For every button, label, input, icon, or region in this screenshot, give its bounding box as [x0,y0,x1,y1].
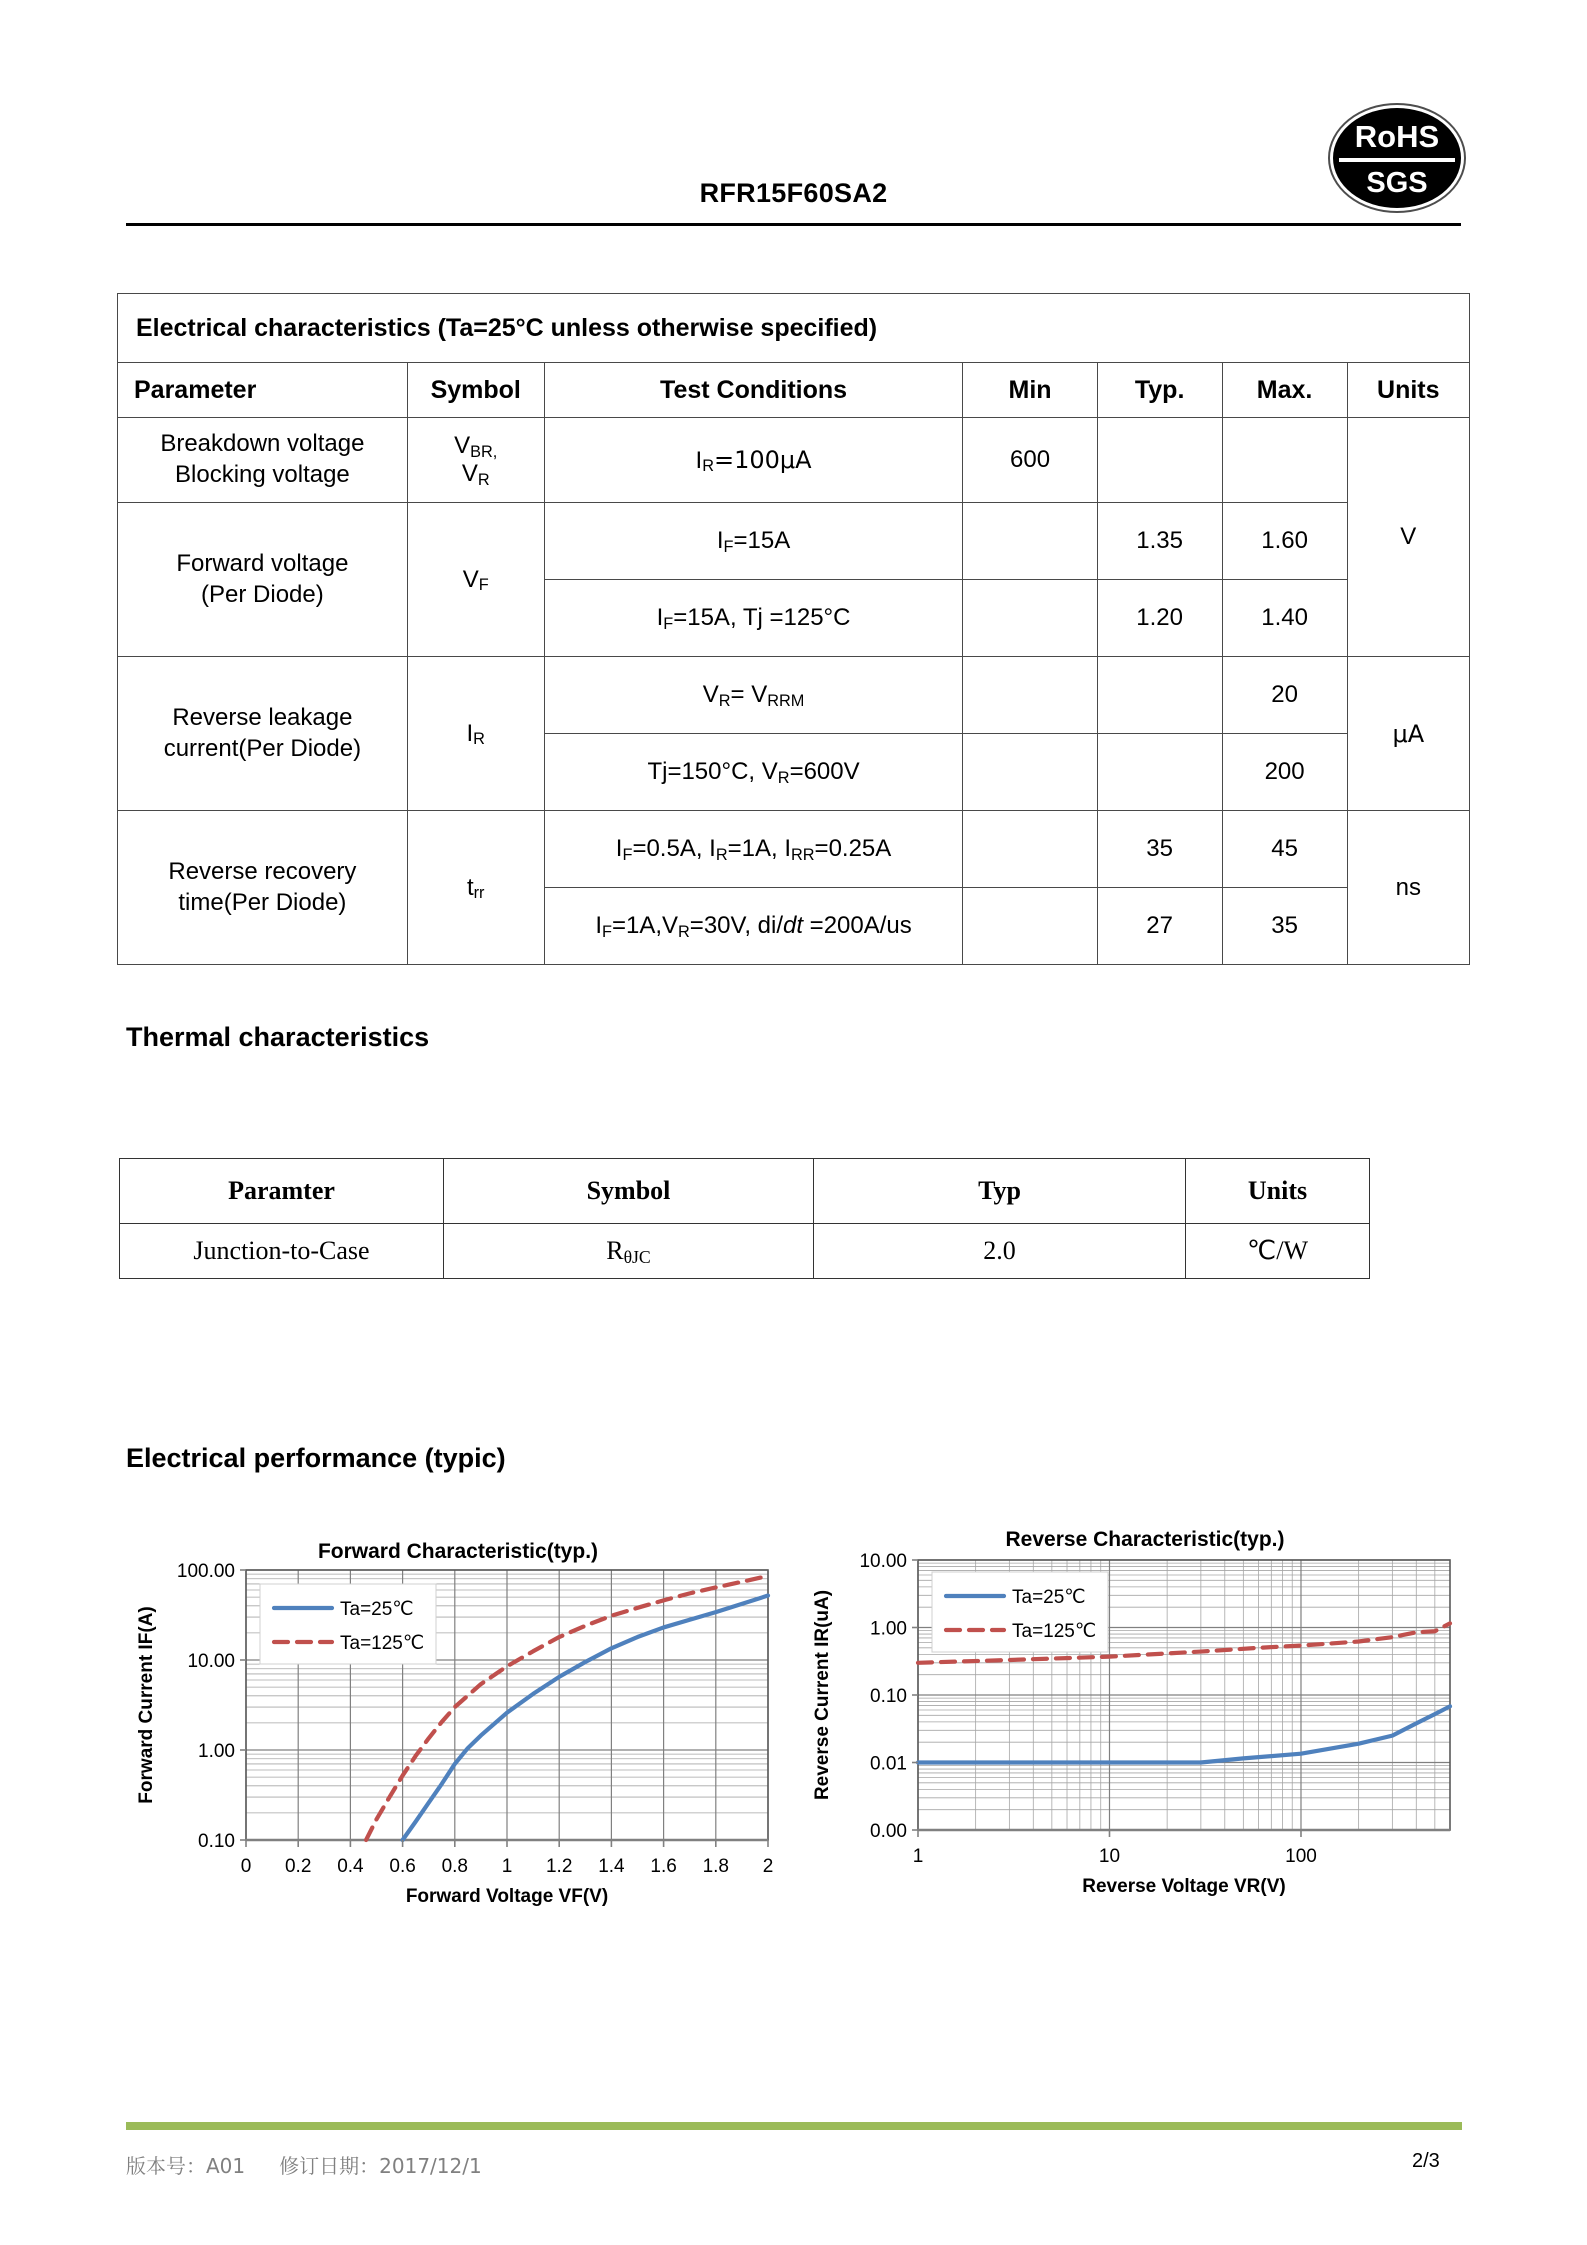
footer-meta [126,2150,482,2179]
table-header-row [120,1159,1370,1224]
col-units: Units [1347,363,1469,418]
thermal-characteristics-table [119,1158,1369,1279]
svg-text:1.8: 1.8 [702,1856,730,1877]
svg-text:Reverse Current IR(uA): Reverse Current IR(uA) [812,1589,833,1801]
param-junction-to-case: Junction-to-Case [120,1224,444,1279]
svg-text:0.4: 0.4 [337,1856,364,1877]
cond-vr-vrrm: $V_R= V_{RRM}$ [544,657,963,734]
svg-text:1: 1 [501,1856,513,1877]
svg-text:1.00: 1.00 [870,1618,907,1640]
param-line-1: Forward voltage [176,549,349,577]
value-max [1222,418,1347,503]
symbol-vbr-vr [407,418,544,503]
table-row [118,503,1470,580]
logo-divider [1339,158,1455,162]
value-min [963,888,1097,965]
value-min [963,580,1097,657]
chart-title: Reverse Characteristic(typ.) [1005,1528,1285,1551]
table-caption: Electrical characteristics (Ta=25°C unless otherwise specified) [118,294,1470,363]
forward-characteristic-chart [118,1528,798,1958]
units-degc-per-w: ℃/W [1186,1224,1370,1279]
units-volts: V [1347,418,1469,657]
param-line-2: (Per Diode) [201,580,324,608]
svg-text:0.10: 0.10 [198,1831,235,1852]
col-min: Min [963,363,1097,418]
footer-revision-date: 修订日期：2017/12/1 [279,2154,482,2178]
rohs-label: RoHS [1354,119,1440,154]
units-microamps: μA [1347,657,1469,811]
table-row [120,1224,1370,1279]
svg-text:100: 100 [1285,1846,1317,1867]
col-max: Max. [1222,363,1347,418]
symbol-rthjc: $R_{\theta JC}$ [444,1224,814,1279]
page-header [0,0,1587,240]
value-max: 1.60 [1222,503,1347,580]
value-max: 1.40 [1222,580,1347,657]
col-symbol: Symbol [444,1159,814,1224]
table-row [118,811,1470,888]
part-number-title: RFR15F60SA2 [699,178,888,208]
col-paramter: Paramter [120,1159,444,1224]
forward-chart-plot [118,1528,798,1958]
value-typ: 35 [1097,811,1222,888]
svg-text:0.10: 0.10 [870,1686,907,1707]
value-typ: 1.20 [1097,580,1222,657]
cond-if-15a: $I_F=15A$ [544,503,963,580]
svg-text:10: 10 [1098,1846,1121,1867]
svg-text:100.00: 100.00 [176,1561,235,1582]
col-typ: Typ [814,1159,1186,1224]
svg-text:0: 0 [240,1856,252,1877]
param-forward-voltage [118,503,408,657]
svg-text:0.00: 0.00 [870,1821,907,1842]
param-line-2: current(Per Diode) [163,734,362,762]
svg-text:Ta=25℃: Ta=25℃ [340,1599,414,1620]
page-number: 2/3 [1412,2150,1440,2172]
footer-accent-bar [126,2122,1462,2130]
units-nanoseconds: ns [1347,811,1469,965]
svg-text:Forward Current IF(A): Forward Current IF(A) [136,1606,157,1804]
param-line-1: Reverse leakage [172,703,353,731]
sgs-label: SGS [1366,167,1428,199]
value-typ [1097,657,1222,734]
value-min: 600 [963,418,1097,503]
svg-text:0.8: 0.8 [441,1856,469,1877]
param-line-1: Breakdown voltage [160,430,365,458]
thermal-characteristics-heading: Thermal characteristics [126,1022,430,1052]
param-line-2: Blocking voltage [175,461,350,488]
value-max: 35 [1222,888,1347,965]
symbol-vf: $V_F$ [407,503,544,657]
table-header-row [118,363,1470,418]
value-typ [1097,418,1222,503]
footer-version: 版本号：A01 [126,2154,246,2178]
svg-text:1.00: 1.00 [198,1741,235,1762]
symbol-trr: $t_{rr}$ [407,811,544,965]
value-min [963,657,1097,734]
param-line-1: Reverse recovery [168,857,357,885]
cond-ir-100ua: $I_R=100\mu A$ [544,418,963,503]
electrical-characteristics-table [117,293,1470,965]
svg-text:0.01: 0.01 [870,1753,907,1775]
table-row [118,657,1470,734]
param-line-2: time(Per Diode) [178,888,347,916]
value-min [963,811,1097,888]
svg-text:Forward Voltage VF(V): Forward Voltage VF(V) [405,1886,609,1907]
svg-text:Ta=125℃: Ta=125℃ [1012,1621,1097,1642]
col-typ: Typ. [1097,363,1222,418]
electrical-performance-heading: Electrical performance (typic) [126,1443,506,1473]
svg-text:Reverse Voltage VR(V): Reverse Voltage VR(V) [1082,1876,1286,1897]
value-min [963,734,1097,811]
svg-text:1: 1 [912,1846,924,1867]
col-parameter: Parameter [118,363,408,418]
charts-container [100,1528,1500,1958]
param-reverse-leakage [118,657,408,811]
reverse-chart-plot [800,1528,1490,1958]
col-test-conditions: Test Conditions [544,363,963,418]
value-max: 45 [1222,811,1347,888]
param-breakdown-voltage [118,418,408,503]
col-units: Units [1186,1159,1370,1224]
value-max: 200 [1222,734,1347,811]
symbol-line-1: $V_{BR,}$ [454,432,498,461]
symbol-line-2: $V_R$ [461,460,490,489]
reverse-characteristic-chart [800,1528,1490,1958]
value-typ: 2.0 [814,1224,1186,1279]
svg-text:0.2: 0.2 [284,1856,312,1877]
symbol-ir: $I_R$ [407,657,544,811]
value-typ [1097,734,1222,811]
svg-text:1.2: 1.2 [545,1856,573,1877]
value-typ: 1.35 [1097,503,1222,580]
svg-text:Ta=25℃: Ta=25℃ [1012,1587,1086,1608]
param-reverse-recovery [118,811,408,965]
cond-if05-ir1-irr025: $I_F=0.5A$, $I_R=1A$, $I_{RR}=0.25A$ [544,811,963,888]
cond-if-15a-tj125: $I_F=15A$, Tj =125°C [544,580,963,657]
cond-if1-vr30-didt: $I_F=1A,V_R=30V$, di/dt =200A/us [544,888,963,965]
cond-tj150-vr600: Tj=150°C, $V_R=600V$ [544,734,963,811]
value-typ: 27 [1097,888,1222,965]
svg-text:1.6: 1.6 [650,1856,677,1877]
svg-text:10.00: 10.00 [187,1651,235,1672]
table-row [118,418,1470,503]
svg-text:10.00: 10.00 [859,1551,907,1572]
value-max: 20 [1222,657,1347,734]
svg-text:1.4: 1.4 [598,1856,625,1877]
svg-text:2: 2 [762,1856,774,1877]
header-rule [126,223,1461,226]
chart-title: Forward Characteristic(typ.) [317,1540,599,1563]
svg-text:Ta=125℃: Ta=125℃ [340,1633,425,1654]
svg-text:0.6: 0.6 [389,1856,416,1877]
value-min [963,503,1097,580]
col-symbol: Symbol [407,363,544,418]
